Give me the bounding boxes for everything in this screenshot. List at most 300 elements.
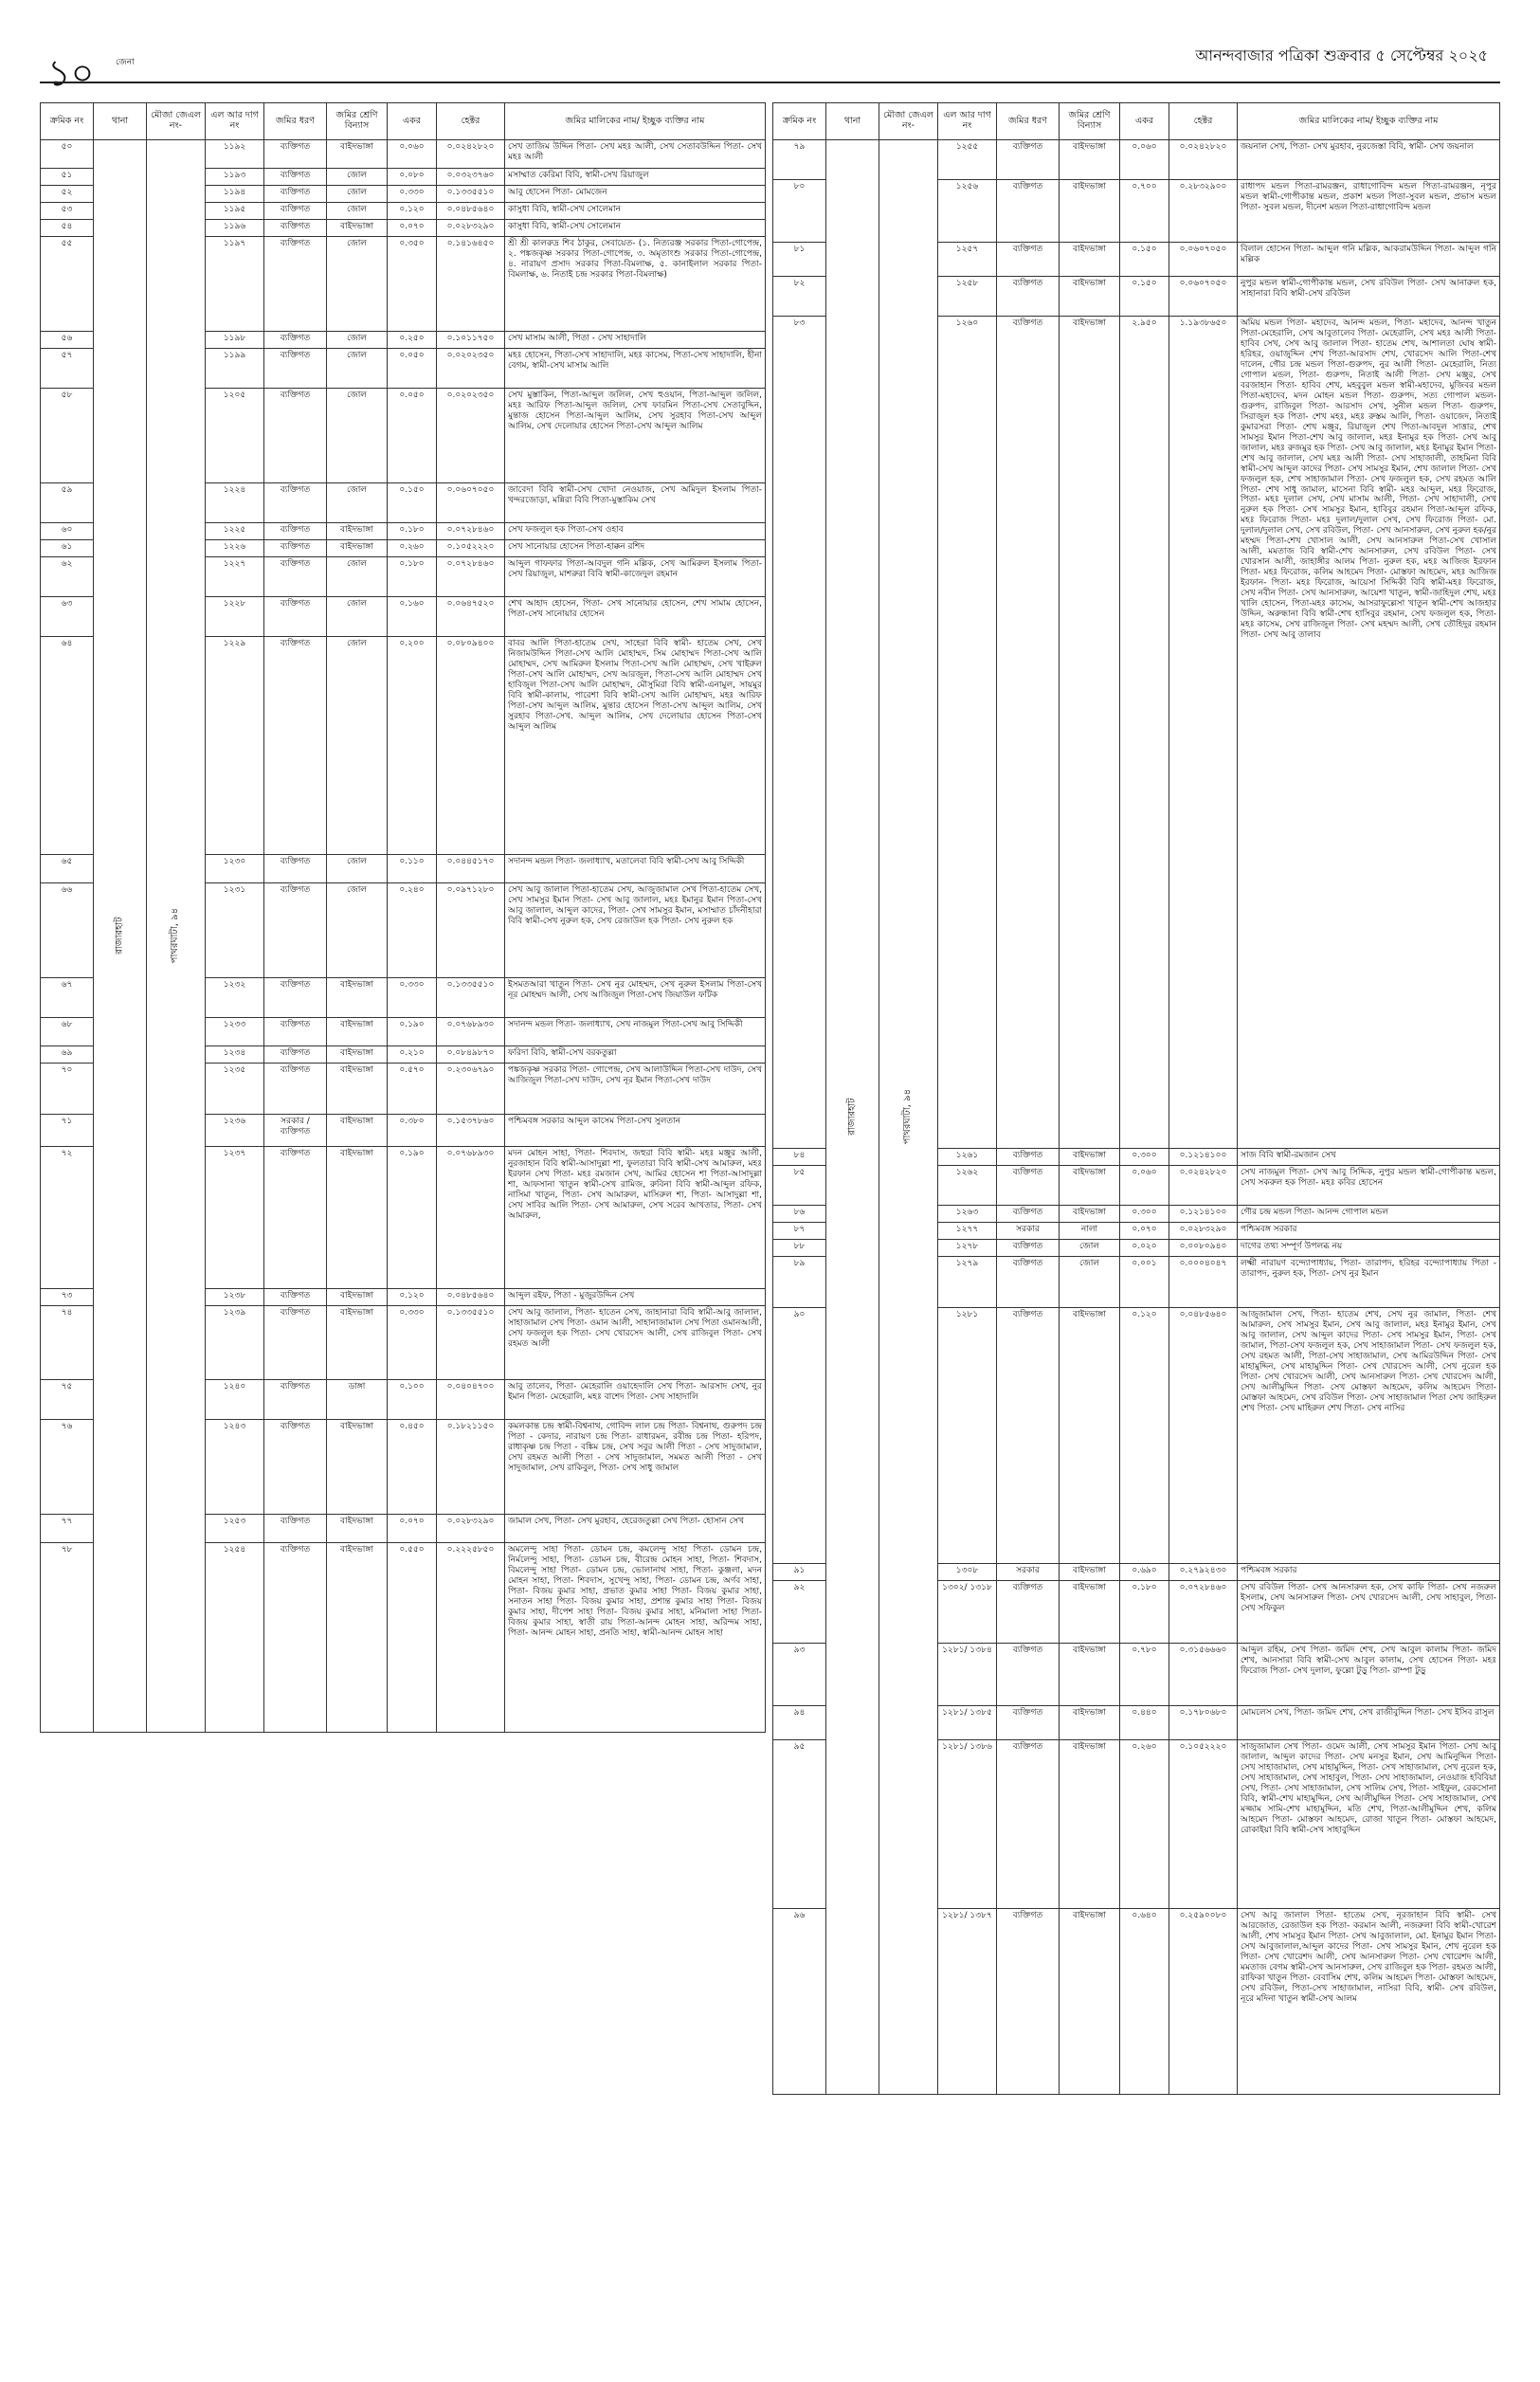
land-class-cell: জোল [327, 637, 388, 855]
dag-cell: ১২৩৮ [206, 1289, 264, 1306]
land-type-cell: ব্যক্তিগত [997, 1706, 1060, 1740]
owner-cell: আব্দুল রইফ, পিতা - মুজুরউদ্দিন সেখ [505, 1289, 766, 1306]
serial-cell: ৫০ [41, 140, 94, 169]
owner-cell: মদন মোহন সাহা, পিতা- শিবদাস, জহুরা বিবি স্বামী- মহঃ মঞ্জুর আলী, নুরজাহান বিবি স্বামী-আসাদুল্লা শা, ফুলতারা বিবি স্বামী-সেখ আমারুল, মহঃ ইরফান সেখ পিতা- মহঃ রমজান সেখ, আমির হোসেন শা পিতা-আসাদুল্লা শা, আফসানা খাতুন স্বামী-সেখ রামিজ, রুবিনা বিবি স্বামী-আব্দুল রফিক, নাসিমা খাতুন, পিতা- সেখ আমারুল, মাসিরুল শা, পিতা- আসাদুল্লা শা, সেখ সাবির আলি পিতা- সেখ আমারুল, সেখ সরেব আখতার, পিতা- সেখ আমারুল, [505, 1147, 766, 1289]
hectare-cell: ০.০৬০৭০৫০ [437, 483, 505, 523]
land-class-cell: নালা [1060, 1223, 1120, 1240]
owner-cell: ফরিদা বিবি, স্বামী-সেখ বরকতুল্লা [505, 1046, 766, 1064]
column-header: জমির মালিকের নাম/ ইচ্ছুক ব্যক্তির নাম [1238, 103, 1500, 140]
acre-cell: ০.১৫০ [1120, 243, 1169, 277]
serial-cell: ৭১ [41, 1115, 94, 1147]
land-type-cell: ব্যক্তিগত [997, 1257, 1060, 1308]
owner-cell: সেখ ফজলুল হক পিতা-সেখ ওহাব [505, 523, 766, 540]
serial-cell: ৬৬ [41, 883, 94, 978]
acre-cell: ০.০৭০ [388, 1515, 437, 1543]
land-type-cell: সরকার / ব্যক্তিগত [264, 1115, 327, 1147]
owner-cell: সেখ আবু জালাল পিতা-হাতেম সেখ, আজুজামাল সেখ পিতা-হাতেম সেখ, সেখ সামসুর ইমান পিতা- সেখ আবু জালাল, মহঃ ইমানুর ইমান পিতা-সেখ আবু জালাল, আব্দুল কাদের, পিতা- সেখ সামসুর ইমান, মসাম্মাত চাঁদনীহারা বিবি স্বামী-সেখ নুরুল হক, সেখ রেজাউল হক পিতা- সেখ নুরুল হক [505, 883, 766, 978]
land-type-cell: ব্যক্তিগত [264, 523, 327, 540]
land-type-cell: ব্যক্তিগত [264, 557, 327, 597]
serial-cell: ৯৫ [773, 1740, 826, 1909]
dag-cell: ১২৪০ [206, 1380, 264, 1420]
dag-cell: ১১৯৩ [206, 169, 264, 186]
hectare-cell: ০.০৭২৮৪৬০ [437, 523, 505, 540]
land-class-cell: জোল [327, 597, 388, 637]
serial-cell: ৯০ [773, 1308, 826, 1564]
acre-cell: ০.৬৯০ [1120, 1564, 1169, 1581]
acre-cell: ০.৪৪০ [1120, 1706, 1169, 1740]
serial-cell: ৭৪ [41, 1306, 94, 1380]
land-type-cell: ব্যক্তিগত [264, 389, 327, 483]
owner-cell: মোমলেস সেখ, পিতা- জমিদ শেখ, সেখ রাজীবুদ্দিন পিতা- সেখ ইসিব রাসুল [1238, 1706, 1500, 1740]
dag-cell: ১২৩৯ [206, 1306, 264, 1380]
land-class-cell: জোল [327, 883, 388, 978]
land-class-cell: বাইদভাঙ্গা [1060, 1308, 1120, 1564]
mouza-cell [147, 140, 206, 1733]
header-rule [40, 82, 1500, 83]
dag-cell: ১২৬০ [938, 317, 997, 1149]
land-type-cell: ব্যক্তিগত [264, 1147, 327, 1289]
owner-cell: সদানন্দ মন্ডল পিতা- জলাধ্যাখ, সেখ নাজমুল পিতা-সেখ আবু সিদ্দিকী [505, 1018, 766, 1046]
acre-cell: ০.২৬০ [1120, 1740, 1169, 1909]
serial-cell: ৫৫ [41, 237, 94, 332]
acre-cell: ০.১১০ [388, 855, 437, 883]
serial-cell: ৮৬ [773, 1206, 826, 1223]
acre-cell: ০.১৮০ [1120, 1581, 1169, 1644]
acre-cell: ০.০৫০ [388, 349, 437, 389]
column-header: থানা [94, 103, 147, 140]
acre-cell: ০.০৬০ [1120, 140, 1169, 180]
land-table-right [772, 102, 1500, 2095]
land-type-cell: ব্যক্তিগত [997, 1240, 1060, 1257]
land-type-cell: ব্যক্তিগত [264, 637, 327, 855]
dag-cell: ১২৩৬ [206, 1115, 264, 1147]
land-type-cell: ব্যক্তিগত [264, 203, 327, 220]
land-type-cell: ব্যক্তিগত [264, 597, 327, 637]
acre-cell: ০.০৬০ [1120, 1166, 1169, 1206]
acre-cell: ০.১০০ [388, 1380, 437, 1420]
owner-cell: নুপুর মন্ডল স্বামী-গোপীকান্ত মন্ডল, সেখ রবিউল পিতা- সেখ আনারুল হক, সাহানারা বিবি স্বামী-সেখ রবিউল [1238, 277, 1500, 317]
acre-cell: ০.১৯০ [388, 1147, 437, 1289]
land-class-cell: বাইদভাঙ্গা [327, 1420, 388, 1515]
land-class-cell: জোল [327, 855, 388, 883]
owner-cell: সেখ রবিউল পিতা- সেখ আনসারুল হক, সেখ কাফি পিতা- সেখ নজরুল ইসলাম, সেখ আনসারুল পিতা- সেখ খোরসেদ আলী, সেখ সাহাবুল, পিতা- সেখ সফিকুল [1238, 1581, 1500, 1644]
land-class-cell: জোল [1060, 1240, 1120, 1257]
dag-cell: ১২৮১/ ১৩৮৬ [938, 1740, 997, 1909]
thana-cell [94, 140, 147, 1733]
dag-cell: ১২২৬ [206, 540, 264, 557]
land-class-cell: বাইদভাঙ্গা [327, 540, 388, 557]
land-type-cell: ব্যক্তিগত [997, 1166, 1060, 1206]
owner-cell: পশ্চিমবঙ্গ সরকার [1238, 1223, 1500, 1240]
acre-cell: ০.৩৩০ [388, 978, 437, 1018]
acre-cell: ০.০৭০ [1120, 1223, 1169, 1240]
hectare-cell: ০.০০০৪০৪৭ [1169, 1257, 1238, 1308]
land-class-cell: বাইদভাঙ্গা [327, 220, 388, 237]
owner-cell: সেখ নাজমুল পিতা- সেখ আবু সিদ্দিক, নুপুর মন্ডল স্বামী-গোপীকান্ত মন্ডল, সেখ সকরুল হক পিতা- মহঃ কবির হোসেন [1238, 1166, 1500, 1206]
hectare-cell: ০.১৩৩৫৫১০ [437, 978, 505, 1018]
serial-cell: ৫১ [41, 169, 94, 186]
dag-cell: ১২৩৩ [206, 1018, 264, 1046]
dag-cell: ১২৬১ [938, 1149, 997, 1166]
land-type-cell: ব্যক্তিগত [264, 540, 327, 557]
land-class-cell: জোল [327, 483, 388, 523]
dag-cell: ১২৮১/ ১৩৮৫ [938, 1706, 997, 1740]
land-type-cell: ব্যক্তিগত [264, 332, 327, 349]
land-class-cell: বাইদভাঙ্গা [327, 1306, 388, 1380]
hectare-cell: ০.২৩০৬৭৯০ [437, 1064, 505, 1115]
owner-cell: কমলকান্ত চন্দ্র স্বামী-বিশ্বনাথ, গোবিন্দ লাল চন্দ্র পিতা- বিশ্বনাথ, গুরুপদ চন্দ্র পিতা - কেদার, নারায়ণ চন্দ্র পিতা- রাধারমন, রবীন্দ্র চন্দ্র পিতা- হরিপদ, রাধাকৃষ্ণ চন্দ্র পিতা - বঙ্কিম চন্দ্র, সেখ সবুর আলী পিতা - সেখ সাদুজামাল, সেখ রহমত আলী পিতা - সেখ সাদুজামাল, সমমত আলী পিতা - সেখ সাদুজামাল, সেখ রাকিবুল, পিতা- সেখ সাধু জামাল [505, 1420, 766, 1515]
land-class-cell: বাইদভাঙ্গা [1060, 277, 1120, 317]
owner-cell: সেখ তাজিম উদ্দিন পিতা- সেখ মহঃ আলী, সেখ সেতাবউদ্দিন পিতা- সেখ মহঃ আলী [505, 140, 766, 169]
acre-cell: ০.৩৩০ [388, 1306, 437, 1380]
column-header: জমির ধরণ [997, 103, 1060, 140]
land-class-cell: জোল [327, 389, 388, 483]
acre-cell: ০.২৫০ [388, 332, 437, 349]
land-type-cell: ব্যক্তিগত [264, 1380, 327, 1420]
land-class-cell: বাইদভাঙ্গা [327, 523, 388, 540]
land-class-cell: বাইদভাঙ্গা [1060, 1644, 1120, 1706]
land-class-cell: বাইদভাঙ্গা [1060, 1149, 1120, 1166]
dag-cell: ১২৫৬ [938, 180, 997, 243]
dag-cell: ১২৭৯ [938, 1257, 997, 1308]
land-class-cell: বাইদভাঙ্গা [327, 1018, 388, 1046]
owner-cell: সাজুজামাল সেখ পিতা- ওমেদ আলী, সেখ সামসুর ইমান পিতা- সেখ আবু জালাল, আব্দুল কাদের পিতা- সেখ মনসুর ইমান, সেখ আমিনুদ্দিন পিতা- সেখ সাহাজামাল, সেখ মাহামুদ্দিন, পিতা- সেখ সাহাজামাল, সেখ নুরেল হক, সেখ সাহাজামাল, সেখ সাহাবুল, পিতা- সেখ সাহাজামাল, নেওয়াজ হবিবিয়া সেখ, পিতা- সেখ সাহাজামাল, সেখ সালিম সেখ, পিতা- সাইফুল, রেকসোনা বিবি, স্বামী-শেখ মাহামুদ্দিন, সেখ আলীমুদ্দিন পিতা- সেখ সাহাজামাল, সেখ মজ্জাম সামি-শেখ মাহামুদ্দিন, মতি শেখ, পিতা-আলীমুদ্দিন শেখ, কলিম আহমেদ পিতা- মোস্তফা আহমেদ, রোজা খাতুন পিতা- মোস্তফা আহমেদ, রোকাইয়া বিবি স্বামী-সেখ সাহাবুদ্দিন [1238, 1740, 1500, 1909]
table-row [773, 140, 1500, 180]
serial-cell: ৭৬ [41, 1420, 94, 1515]
serial-cell: ৭২ [41, 1147, 94, 1289]
dag-cell: ১২৫৮ [938, 277, 997, 317]
serial-cell: ৮৮ [773, 1240, 826, 1257]
owner-cell: সেখ মাসাম আলী, পিতা - সেখ সাহাদালি [505, 332, 766, 349]
land-type-cell: ব্যক্তিগত [264, 1289, 327, 1306]
owner-cell: জয়নাল সেখ, পিতা- সেখ মুরহাব, নুরজেস্তা বিবি, স্বামী- সেখ জয়নাল [1238, 140, 1500, 180]
hectare-cell: ০.০২৮৩২৯০ [1169, 1223, 1238, 1240]
land-class-cell: বাইদভাঙ্গা [327, 1147, 388, 1289]
serial-cell: ৫৪ [41, 220, 94, 237]
hectare-cell: ০.০৯৭১২৮০ [437, 883, 505, 978]
land-type-cell: ব্যক্তিগত [997, 1644, 1060, 1706]
land-type-cell: ব্যক্তিগত [264, 237, 327, 332]
land-class-cell: বাইদভাঙ্গা [1060, 1166, 1120, 1206]
land-table-left [40, 102, 766, 1733]
dag-cell: ১২৭৮ [938, 1240, 997, 1257]
thana-label: রাজারহাট [114, 917, 125, 955]
dag-cell: ১২৩৭ [206, 1147, 264, 1289]
dag-cell: ১১৯৮ [206, 332, 264, 349]
serial-cell: ৯৬ [773, 1909, 826, 2095]
dag-cell: ১২২৫ [206, 523, 264, 540]
land-class-cell: বাইদভাঙ্গা [1060, 1581, 1120, 1644]
dag-cell: ১২২৭ [206, 557, 264, 597]
acre-cell: ০.১২০ [388, 1289, 437, 1306]
land-type-cell: সরকার [997, 1564, 1060, 1581]
acre-cell: ০.২০০ [388, 637, 437, 855]
hectare-cell: ০.০৪৮৫৬৪০ [437, 1289, 505, 1306]
mouza-label: পাথরঘাটা, ৯৪ [902, 1089, 914, 1145]
owner-cell: বিলাল হোসেন পিতা- আব্দুল গনি মল্লিক, আকরামউদ্দিন পিতা- আব্দুল গনি মল্লিক [1238, 243, 1500, 277]
land-class-cell: বাইদভাঙ্গা [327, 1064, 388, 1115]
serial-cell: ৬০ [41, 523, 94, 540]
hectare-cell: ০.০৬০৭০৫০ [1169, 277, 1238, 317]
column-header: জমির ধরণ [264, 103, 327, 140]
hectare-cell: ০.১৪১৬৪৫০ [437, 237, 505, 332]
land-type-cell: ব্যক্তিগত [997, 1149, 1060, 1166]
hectare-cell: ০.০৪৪৫১৭০ [437, 855, 505, 883]
land-class-cell: জোল [327, 557, 388, 597]
dag-cell: ১২৬৩ [938, 1206, 997, 1223]
header-row [41, 103, 766, 140]
owner-cell: পঙ্কজকৃষ্ণ সরকার পিতা- গোপেন্দ্র, সেখ আলাউদ্দিন পিতা-সেখ দাউদ, সেখ আজিজুল পিতা-সেখ দাউদ, সেখ নূর ইমান পিতা-সেখ দাউদ [505, 1064, 766, 1115]
land-class-cell: বাইদভাঙ্গা [327, 1289, 388, 1306]
column-header: মৌজা জেএল নং- [879, 103, 938, 140]
serial-cell: ৫৩ [41, 203, 94, 220]
owner-cell: সেখ আবু জালাল পিতা- হাতেম সেখ, নূরজাহান বিবি স্বামী- সেখ আরজোত, রেজাউল হক পিতা- করমান আলী, নজরুলা বিবি স্বামী-খোরেশ আলী, শেখ সামসুর ইমান পিতা- সেখ আবুজালাল, মো. ইনামুর ইমান পিতা- সেখ আবুজালাল,আব্দুল কাদের পিতা- সেখ সামসুর ইমান, শেখ নুরেল হক পিতা- সেখ খোরেশদ আলী, সেখ আনসারুল পিতা- সেখ খোরেশদ আলী, মমতাজ বেগম স্বামী-সেখ আনসারুল, সেখ রাজিবুল হক পিতা- রহমত আলী, রাফিকা খাতুন পিতা- বেবাসিম শেখ, কলিম আহমেদ পিতা- মোস্তফা আহমেদ, সেখ রবিউল, পিতা-সেখ সাহাজামাল, নাসিরা বিবি, স্বামী- সেখ রবিউল, নূরে মদিনা খাতুন স্বামী-সেখ আলম [1238, 1909, 1500, 2095]
serial-cell: ৯৩ [773, 1644, 826, 1706]
land-type-cell: ব্যক্তিগত [264, 1064, 327, 1115]
land-class-cell: বাইদভাঙ্গা [327, 1515, 388, 1543]
dag-cell: ১৩০৮ [938, 1564, 997, 1581]
hectare-cell: ০.৩১৫৬৬৬০ [1169, 1644, 1238, 1706]
column-header: মৌজা জেএল নং- [147, 103, 206, 140]
serial-cell: ৬৫ [41, 855, 94, 883]
serial-cell: ৮৭ [773, 1223, 826, 1240]
acre-cell: ০.৪৫০ [388, 1420, 437, 1515]
hectare-cell: ০.০৭৬৮৯৩০ [437, 1018, 505, 1046]
hectare-cell: ০.১৮২১১৫০ [437, 1420, 505, 1515]
land-type-cell: ব্যক্তিগত [997, 317, 1060, 1149]
land-class-cell: বাইদভাঙ্গা [1060, 1740, 1120, 1909]
dag-cell: ১২৩০ [206, 855, 264, 883]
column-header: থানা [826, 103, 879, 140]
acre-cell: ০.১২০ [1120, 1308, 1169, 1564]
land-type-cell: ব্যক্তিগত [264, 1018, 327, 1046]
mouza-label: পাথরঘাটা, ৯৪ [170, 908, 181, 964]
land-type-cell: ব্যক্তিগত [997, 1740, 1060, 1909]
acre-cell: ০.১৮০ [388, 557, 437, 597]
land-type-cell: ব্যক্তিগত [264, 1046, 327, 1064]
serial-cell: ৮৯ [773, 1257, 826, 1308]
dag-cell: ১২৭৭ [938, 1223, 997, 1240]
serial-cell: ৮৪ [773, 1149, 826, 1166]
owner-cell: আবু তালেব, পিতা- মেহেরালি ওয়াহেদালি সেখ পিতা- আরসাদ সেখ, নুর ইমান পিতা- মেহেরালি, মহঃ বাশেদ পিতা- সেখ সাহাদালি [505, 1380, 766, 1420]
serial-cell: ৯১ [773, 1564, 826, 1581]
column-header: হেক্টর [1169, 103, 1238, 140]
serial-cell: ৬৩ [41, 597, 94, 637]
column-header: এল আর দাগ নং [206, 103, 264, 140]
land-type-cell: ব্যক্তিগত [264, 1306, 327, 1380]
column-header: জমির মালিকের নাম/ ইচ্ছুক ব্যক্তির নাম [505, 103, 766, 140]
owner-cell: জাবেদা বিবি স্বামী-সেখ খোদা নেওয়াজ, সেখ অমিদুল ইসলাম পিতা-খন্দরজোড়া, মন্নিরা বিবি পিতা-মুস্তাকিম সেখ [505, 483, 766, 523]
acre-cell: ০.১৫০ [1120, 277, 1169, 317]
land-class-cell: বাইদভাঙ্গা [1060, 1564, 1120, 1581]
land-type-cell: ব্যক্তিগত [997, 1909, 1060, 2095]
land-type-cell: ব্যক্তিগত [997, 1206, 1060, 1223]
acre-cell: ০.৭০০ [1120, 180, 1169, 243]
serial-cell: ৭০ [41, 1064, 94, 1115]
hectare-cell: ০.১০৫২২২০ [1169, 1740, 1238, 1909]
owner-cell: পশ্চিমবঙ্গ সরকার আব্দুল কাসেম পিতা-সেখ সুলতান [505, 1115, 766, 1147]
hectare-cell: ১.১৯৩৮৬৫০ [1169, 317, 1238, 1149]
dag-cell: ১১৯২ [206, 140, 264, 169]
hectare-cell: ০.১৩৩৫৫১০ [437, 1306, 505, 1380]
acre-cell: ০.২৪০ [388, 883, 437, 978]
serial-cell: ৮৩ [773, 317, 826, 1149]
dag-cell: ১২৫৪ [206, 1543, 264, 1733]
acre-cell: ০.২১০ [388, 1046, 437, 1064]
owner-cell: জামাল সেখ, পিতা- সেখ মুরহাব, হেরেজতুল্লা সেখ পিতা- হোসান সেখ [505, 1515, 766, 1543]
serial-cell: ৫২ [41, 186, 94, 203]
column-header: একর [388, 103, 437, 140]
serial-cell: ৬৪ [41, 637, 94, 855]
land-class-cell: বাইদভাঙ্গা [327, 978, 388, 1018]
owner-cell: সাজ বিবি স্বামী-রমজান সেখ [1238, 1149, 1500, 1166]
thana-label: রাজারহাট [846, 1098, 858, 1136]
hectare-cell: ০.১৭৮০৬৮০ [1169, 1706, 1238, 1740]
hectare-cell: ০.০২৮৩২৯০ [437, 220, 505, 237]
dag-cell: ১২৩৪ [206, 1046, 264, 1064]
acre-cell: ০.৬৪০ [1120, 1909, 1169, 2095]
dag-cell: ১২৩৫ [206, 1064, 264, 1115]
owner-cell: পশ্চিমবঙ্গ সরকার [1238, 1564, 1500, 1581]
acre-cell: ০.০০১ [1120, 1257, 1169, 1308]
land-type-cell: ব্যক্তিগত [264, 483, 327, 523]
land-type-cell: ব্যক্তিগত [997, 140, 1060, 180]
mouza-cell [879, 140, 938, 2095]
hectare-cell: ০.১২১৪১০০ [1169, 1149, 1238, 1166]
acre-cell: ০.৫৫০ [388, 1543, 437, 1733]
land-class-cell: জোল [327, 349, 388, 389]
acre-cell: ০.১৯০ [388, 1018, 437, 1046]
land-class-cell: বাইদভাঙ্গা [1060, 140, 1120, 180]
owner-cell: সেখ মুস্তাকিন, পিতা-আব্দুল জলিল, সেখ হুওয়ান, পিতা-আব্দুল জলিল, মহঃ আরিফ পিতা-আব্দুল জলিল, সেখ ফারমিন পিতা-সেখ সেতাবুদ্দিন, মুন্তাজ হোসেন পিতা-আব্দুল আলিম, সেখ সুরহাব পিতা-সেখ আব্দুল আলিম, সেখ দেলোয়ার হোসেন পিতা-সেখ আব্দুল আলিম [505, 389, 766, 483]
column-header: জমির শ্রেণি বিন্যাস [1060, 103, 1120, 140]
column-header: এল আর দাগ নং [938, 103, 997, 140]
dag-cell: ১২২৪ [206, 483, 264, 523]
table-row [41, 140, 766, 169]
acre-cell: ০.৩০০ [1120, 1206, 1169, 1223]
land-class-cell: জোল [327, 332, 388, 349]
serial-cell: ৫৮ [41, 389, 94, 483]
page-section-tag: জেনা [116, 58, 135, 67]
hectare-cell: ০.০০৮০৯৪০ [1169, 1240, 1238, 1257]
hectare-cell: ০.০৪৮৫৬৪০ [1169, 1308, 1238, 1564]
dag-cell: ১১৯৯ [206, 349, 264, 389]
owner-cell: অমিয় মন্ডল পিতা- মহাদেব, আনন্দ মন্ডল, পিতা- মহাদেব, আনন্দ খাতুন পিতা-মেহেরালি, সেখ আবুতালেব পিতা- মেহেরালি, সেখ মহঃ আলী পিতা- হাবিব সেখ, সেখ আবু জালাল পিতা- হাতেম শেখ, আশালতা ঘোষ স্বামী-হরিহর, ওয়াজুদ্দিন শেখ পিতা-আরসাদ শেখ, খোরসেদ আলি পিতা-শেখ দালেন, গৌর চন্দ্র মন্ডল পিতা-গুরুপদ, নুর আলী পিতা- মেহেরালি, নিত্য গোপাল মন্ডল, পিতা- গুরুপদ, নিতাই আলী পিতা- সেখ মঞ্জুর, সেখ বরজাহান পিতা- হাবিব শেখ, মহবুবুল মন্ডল স্বামী-মহাদেব, মুজিবর মন্ডল পিতা-মহাদেব, মদন মোহন মন্ডল পিতা- গুরুপদ, সত্য গোপাল মন্ডল- গুরুপদ, রাজিবুল পিতা- আরসাদ সেখ, সুনীল মন্ডল পিতা- গুরুপদ, সিরাজুল হক পিতা- শেখ মহঃ, মহঃ রুস্তম আলি, পিতা- ওয়াজেদ, নিতাই কুমারসরা পিতা- শেখ মঞ্জুর, রিয়াজুল শেখ পিতা-আবদুল সাত্তার, শেখ সামসুর ইমান পিতা-শেখ আবু জালাল, মহঃ ইনামুর হক পিতা- সেখ আবু জালাল, মহঃ রুজমুর হক পিতা- সেখ আবু জালাল, মহঃ ইনামুর ইমান পিতা-শেখ আবু জালাল, সেখ মহঃ আলী পিতা- সেখ সাহাজালী, তাহমিনা বিবি স্বামী-সেখ আব্দুল কাদের পিতা- সেখ সামসুর ইমান, শেখ জালাল পিতা- সেখ ফজলুল হক, শেখ সাহাজামাল পিতা- সেখ ফজলুল হক, সেখ রহমত আলি পিতা- শেখ সাধু জামাল, মাসেনা বিবি স্বামী- মহঃ আব্দুল, মহঃ ফিরোজ, পিতা- মহঃ দুলাল সেখ, সেখ মাসাম আলী, পিতা- সেখ সাহাদালী, সেখ নুরুল হক পিতা- সেখ সামসুর ইমান, হাবিবুর রহমান পিতা-আব্দুল রফিক, মহঃ ফিরোজ পিতা- মহঃ দুলাল/দুলাল সেখ, সেখ ফিরোজ পিতা- মো. দুলাল/দুলাল সেখ, সেখ রবিউল, পিতা- সেখ আনসারুল, সেখ নুরুল হক/নুর মহম্মদ পিতা-শেখ খোসাল আলী, সেখ আনসারুল পিতা-সেখ খোসাল আলী, মমতাজ বিবি স্বামী-শেখ আনসারুল, সেখ রবিউল পিতা- সেখ খোরসান আলী, জাহাঙ্গীর আলম পিতা- নুরুল হক, মহঃ আজিজ ইরফান পিতা- মহঃ ফিরোজ, কলিম আহমেদ পিতা- মোস্তফা আহমেদ, মহঃ আজিজ ইরফান- পিতা- মহঃ ফিরোজ, আয়েসা সিদ্দিকী বিবি স্বামী-মহঃ ফিরোজ, সেখ নবীন পিতা- সেখ আনসারুল, আয়েশা খাতুন, স্বামী-জাহিদুল শেখ, মহঃ খালি হোসেন, পিতা-মহঃ কাসেম, আসরাফুল্লেসা খাতুন স্বামী-শেখ আজহার উদ্দিন, অরুন্ধানা বিবি স্বামী-শেখ হাসিবুর রহমান, সেখ ফজলুল হক, পিতা- মহঃ কাসেম, সেখ রাজিজুল পিতা- সেখ মহম্মদ আলী, সেখ তৌহিদুর রহমান পিতা- সেখ আবু তালাব [1238, 317, 1500, 1149]
dag-cell: ১২৩২ [206, 978, 264, 1018]
serial-cell: ৫৯ [41, 483, 94, 523]
column-header: হেক্টর [437, 103, 505, 140]
land-class-cell: বাইদভাঙ্গা [1060, 243, 1120, 277]
owner-cell: আব্দুল গাফফার পিতা-আবদুল গনি মল্লিক, সেখ আমিরুল ইসলাম পিতা-সেখ রিয়াজুল, মাশরুরা বিবি স্বামী-কাজেদুল রহমান [505, 557, 766, 597]
dag-cell: ১২৮১/ ১৩৮৪ [938, 1644, 997, 1706]
owner-cell: সেখ সানোয়ার হোসেন পিতা-হাক্কন রশিদ [505, 540, 766, 557]
header-row [773, 103, 1500, 140]
dag-cell: ১২২৮ [206, 597, 264, 637]
acre-cell: ০.১২০ [388, 203, 437, 220]
acre-cell: ০.৫৭০ [388, 1064, 437, 1115]
thana-cell [826, 140, 879, 2095]
owner-cell: লক্ষ্মী নারায়ণ বন্দ্যোপাধ্যায়, পিতা- তারাপদ, হরিহর বন্দ্যোপাধ্যায় পিতা - তারাপদ, নুরুল হক, পিতা- সেখ নুর ইমান [1238, 1257, 1500, 1308]
hectare-cell: ০.০৪০৪৭০০ [437, 1380, 505, 1420]
hectare-cell: ০.০২৪২৮২০ [1169, 140, 1238, 180]
dag-cell: ১২৫৫ [938, 140, 997, 180]
owner-cell: শ্রী শ্রী কালরুদ্র শিব ঠাকুর, সেবায়েত- (১. নিত্যরঞ্জ সরকার পিতা-গোপেন্দ্র, ২. পঙ্কজকৃষ্ণ সরকার পিতা-গোপেন্দ্র, ৩. অমৃতাংশু সরকার পিতা-গোপেন্দ্র, ৪. নারায়ণ প্রসাদ সরকার পিতা-বিমলাক্ষ, ৫. কানাইলাল সরকার পিতা-বিমলাক্ষ, ৬. নিতাই চন্দ্র সরকার পিতা-বিমলাক্ষ) [505, 237, 766, 332]
land-class-cell: ডাঙ্গা [327, 1380, 388, 1420]
owner-cell: কাসুধা বিবি, স্বামী-সেখ সোলেমান [505, 220, 766, 237]
acre-cell: ০.২৬০ [388, 540, 437, 557]
owner-cell: রাধাপদ মন্ডল পিতা-রামরঞ্জন, রাধাগোবিন্দ মন্ডল পিতা-রামরঞ্জন, নৃপুর মন্ডল স্বামী-গোপীকান্ত মন্ডল, প্রকাশ মন্ডল পিতা-সুবল মন্ডল, প্রভাস মন্ডল পিতা- সুবল মন্ডল, দীনেশ মন্ডল পিতা-রাধাগোবিন্দ মন্ডল [1238, 180, 1500, 243]
land-class-cell: বাইদভাঙ্গা [327, 1115, 388, 1147]
land-type-cell: ব্যক্তিগত [997, 1308, 1060, 1564]
serial-cell: ৯৪ [773, 1706, 826, 1740]
serial-cell: ৭৯ [773, 140, 826, 180]
hectare-cell: ০.০২৮৩২৯০ [437, 1515, 505, 1543]
land-class-cell: বাইদভাঙ্গা [327, 140, 388, 169]
land-type-cell: ব্যক্তিগত [997, 243, 1060, 277]
hectare-cell: ০.০২০২৩৫০ [437, 349, 505, 389]
hectare-cell: ০.০৪৮৫৬৪০ [437, 203, 505, 220]
dag-cell: ১২৮১/ ১৩৮৭ [938, 1909, 997, 2095]
land-type-cell: ব্যক্তিগত [264, 169, 327, 186]
dag-cell: ১২৫৩ [206, 1515, 264, 1543]
owner-cell: বাবর আলি পিতা-হাতেম সেখ, সাহেরা বিবি স্বামী- হাতেম সেখ, সেখ নিজামউদ্দিন পিতা-সেখ আলি মোহাম্মদ, সিম মোহাম্মদ পিতা-সেখ আলি মোহাম্মদ, সেখ আমিরুল ইসলাম পিতা-সেখ আলি মোহাম্মদ, সেখ খাইরুল পিতা-সেখ আলি মোহাম্মদ, সেখ আরজুল, পিতা-সেখ আলি মোহাম্মদ সেখ হাবিজুল পিতা-সেখ আলি মোহাম্মদ, মৌসুমিরা বিবি স্বামী-এনামুল, সায়মুর বিবি স্বামী-কালাম, পারেশা বিবি স্বামী-সেখ আলি মোহাম্মদ, মহঃ আরিফ পিতা-সেখ আব্দুল আলিম, মুন্তার হোসেন পিতা-সেখ আব্দুল আলিম, সেখ সুরহাব পিতা-সেখ. আব্দুল আলিম, সেখ দেলোয়ার হোসেন পিতা-সেখ আব্দুল আলিম [505, 637, 766, 855]
hectare-cell: ০.১৫৩৭৮৬০ [437, 1115, 505, 1147]
land-class-cell: বাইদভাঙ্গা [1060, 1909, 1120, 2095]
serial-cell: ৮২ [773, 277, 826, 317]
owner-cell: কাসুধা বিবি, স্বামী-সেখ সোলেমান [505, 203, 766, 220]
acre-cell: ০.০২০ [1120, 1240, 1169, 1257]
land-type-cell: ব্যক্তিগত [264, 1515, 327, 1543]
dag-cell: ১১৯৫ [206, 203, 264, 220]
column-header: ক্রমিক নং [773, 103, 826, 140]
hectare-cell: ০.০৬৪৭৫২০ [437, 597, 505, 637]
serial-cell: ৭৮ [41, 1543, 94, 1733]
hectare-cell: ০.১৩৩৫৫১০ [437, 186, 505, 203]
acre-cell: ২.৯৫০ [1120, 317, 1169, 1149]
land-class-cell: বাইদভাঙ্গা [327, 1046, 388, 1064]
acre-cell: ০.০৬০ [388, 140, 437, 169]
serial-cell: ৬৮ [41, 1018, 94, 1046]
serial-cell: ৫৭ [41, 349, 94, 389]
dag-cell: ১২৬২ [938, 1166, 997, 1206]
land-type-cell: ব্যক্তিগত [997, 277, 1060, 317]
owner-cell: আব্দুল রহিম, সেখ পিতা- জমিদ শেখ, সেখ আবুল কালাম পিতা- জমিদ শেখ, আনসারা বিবি স্বামী-সেখ আবুল কালাম, সেখ হোসেন পিতা- মহঃ ফিরোজ পিতা- সেখ দুলাল, ফুল্লো টুড়ু পিতা- রাম্পা টুড়ু [1238, 1644, 1500, 1706]
acre-cell: ০.৩৫০ [388, 237, 437, 332]
owner-cell: মসাম্মাত কেরিমা বিবি, স্বামী-সেখ রিয়াজুল [505, 169, 766, 186]
dag-cell: ১২২৯ [206, 637, 264, 855]
hectare-cell: ০.২৭৯২৪৩০ [1169, 1564, 1238, 1581]
land-type-cell: ব্যক্তিগত [997, 1581, 1060, 1644]
land-class-cell: জোল [327, 237, 388, 332]
land-type-cell: ব্যক্তিগত [264, 186, 327, 203]
dag-cell: ১১৯৭ [206, 237, 264, 332]
serial-cell: ৫৬ [41, 332, 94, 349]
dag-cell: ১২৫৭ [938, 243, 997, 277]
land-type-cell: ব্যক্তিগত [264, 1543, 327, 1733]
owner-cell: গৌর চন্দ্র মন্ডল পিতা- আনন্দ গোপাল মন্ডল [1238, 1206, 1500, 1223]
dag-cell: ১১৯৬ [206, 220, 264, 237]
serial-cell: ৬১ [41, 540, 94, 557]
dag-cell: ১২৮১ [938, 1308, 997, 1564]
land-type-cell: সরকার [997, 1223, 1060, 1240]
land-class-cell: জোল [327, 186, 388, 203]
serial-cell: ৮০ [773, 180, 826, 243]
land-type-cell: ব্যক্তিগত [264, 855, 327, 883]
land-class-cell: বাইদভাঙ্গা [1060, 317, 1120, 1149]
hectare-cell: ০.১০১১৭৫০ [437, 332, 505, 349]
serial-cell: ৭৩ [41, 1289, 94, 1306]
hectare-cell: ০.০২০২৩৫০ [437, 389, 505, 483]
